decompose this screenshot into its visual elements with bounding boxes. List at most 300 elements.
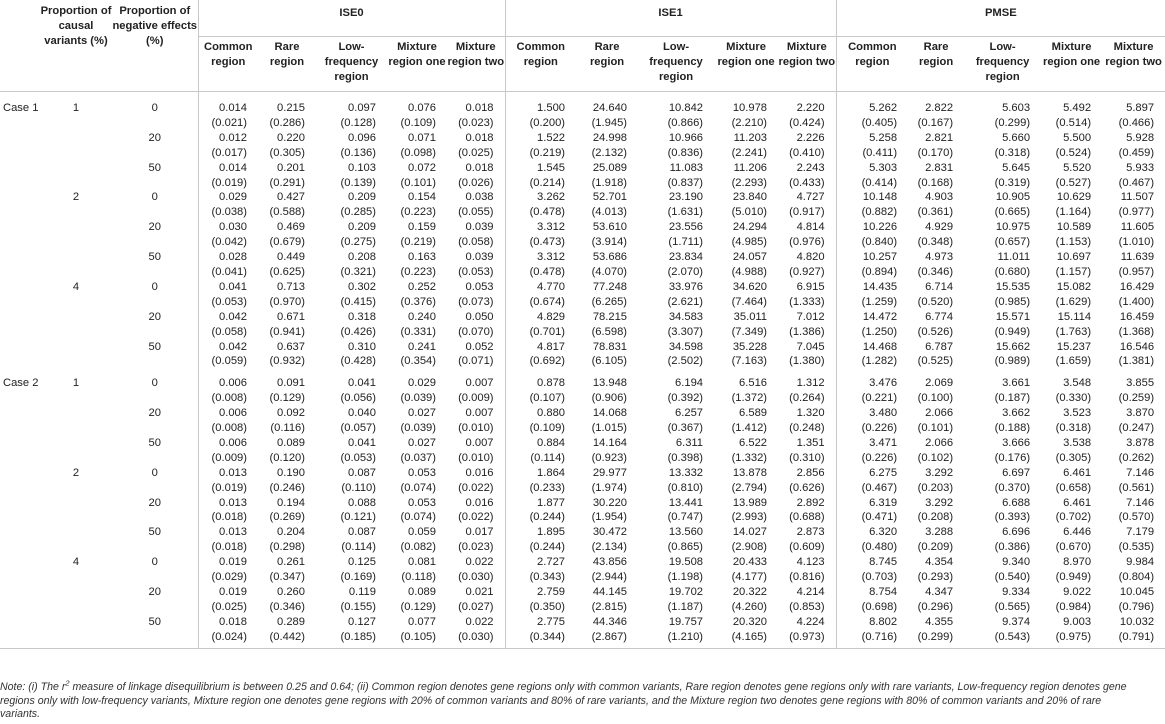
value-cell: 77.248 <box>592 280 628 293</box>
value-cell: 14.468 <box>836 340 908 355</box>
value-cell: 14.472 <box>836 310 908 325</box>
negative-proportion: 0 <box>151 556 158 569</box>
sd-cell: (0.105) <box>400 630 436 643</box>
value-cell: 16.546 <box>1119 340 1155 353</box>
sd-cell: (0.658) <box>1055 481 1092 494</box>
sd-cell: (1.763) <box>1055 325 1092 338</box>
value-cell: 3.292 <box>925 496 954 509</box>
sd-cell: (1.332) <box>731 451 768 464</box>
sd-cell: (0.155) <box>340 600 376 613</box>
value-cell: 10.905 <box>995 191 1031 204</box>
value-cell: 0.204 <box>277 526 305 539</box>
sd-cell: (0.219) <box>400 236 436 249</box>
value-cell: 4.354 <box>925 556 954 569</box>
sd-cell: (0.321) <box>340 265 376 278</box>
case-label: Case 1 <box>3 102 39 114</box>
value-cell: 34.598 <box>668 340 704 353</box>
value-cell: 0.052 <box>465 340 494 353</box>
value-cell: 4.973 <box>925 251 954 264</box>
value-cell: 0.018 <box>465 131 494 144</box>
negative-proportion: 0 <box>151 280 158 293</box>
sd-cell: (0.836) <box>667 146 704 159</box>
sd-cell: (0.244) <box>505 510 576 525</box>
value-cell: 10.975 <box>995 221 1031 234</box>
table-row <box>0 220 1165 235</box>
header-negative-effects: Proportion of negative effects (%) <box>112 5 198 47</box>
value-cell: 3.292 <box>925 466 954 479</box>
sd-cell: (0.318) <box>1055 422 1092 435</box>
sd-cell: (0.039) <box>400 392 436 405</box>
value-cell: 3.523 <box>1063 407 1092 420</box>
value-cell: 4.820 <box>796 251 825 264</box>
sd-cell: (0.053) <box>340 451 376 464</box>
sd-cell: (0.121) <box>340 511 376 524</box>
value-cell: 1.351 <box>796 436 825 449</box>
sd-cell: (2.293) <box>731 176 768 189</box>
sd-cell: (0.176) <box>994 451 1031 464</box>
sd-cell: (0.129) <box>269 392 305 405</box>
value-cell: 20.320 <box>732 615 768 628</box>
value-cell: 0.671 <box>277 310 305 323</box>
sd-cell: (0.588) <box>269 206 305 219</box>
sd-cell: (0.019) <box>198 176 258 191</box>
value-cell: 0.042 <box>198 340 258 355</box>
value-cell: 6.516 <box>739 377 768 390</box>
sd-cell: (0.305) <box>1055 451 1092 464</box>
value-cell: 0.163 <box>408 251 436 264</box>
sd-cell: (0.882) <box>836 205 908 220</box>
sd-cell: (0.514) <box>1055 116 1092 129</box>
value-cell: 0.029 <box>198 190 258 205</box>
value-cell: 7.179 <box>1126 526 1155 539</box>
sd-cell: (0.022) <box>458 481 494 494</box>
value-cell: 0.318 <box>348 310 376 323</box>
negative-proportion: 50 <box>148 340 161 353</box>
sd-cell: (0.037) <box>400 451 436 464</box>
value-cell: 14.435 <box>836 280 908 295</box>
sd-cell: (0.071) <box>458 355 494 368</box>
sd-cell: (0.609) <box>789 541 825 554</box>
table-row <box>0 101 1165 116</box>
sd-cell: (0.702) <box>1055 511 1092 524</box>
sd-cell: (0.247) <box>1118 422 1155 435</box>
sd-cell: (1.412) <box>731 422 768 435</box>
value-cell: 3.548 <box>1063 377 1092 390</box>
sd-cell: (0.565) <box>994 600 1031 613</box>
sd-cell: (1.259) <box>836 295 908 310</box>
value-cell: 0.089 <box>408 586 436 598</box>
value-cell: 0.878 <box>505 376 576 391</box>
sd-cell: (0.139) <box>340 176 376 189</box>
negative-proportion: 50 <box>148 436 161 449</box>
sd-cell: (0.459) <box>1118 146 1155 159</box>
value-cell: 0.469 <box>277 221 305 234</box>
sd-cell: (0.170) <box>917 146 954 159</box>
value-cell: 15.535 <box>995 280 1031 293</box>
value-cell: 0.040 <box>348 407 376 420</box>
sd-cell: (0.865) <box>667 541 704 554</box>
value-cell: 6.915 <box>796 280 825 293</box>
value-cell: 15.662 <box>995 340 1031 353</box>
sd-cell: (0.024) <box>198 630 258 645</box>
value-cell: 0.041 <box>198 280 258 295</box>
sd-cell: (7.163) <box>731 355 768 368</box>
subheader-0-2: Low-frequency region <box>324 41 379 83</box>
sd-cell: (0.692) <box>505 354 576 369</box>
value-cell: 10.032 <box>1119 615 1155 628</box>
sd-cell: (0.480) <box>836 540 908 555</box>
sd-cell: (0.200) <box>505 116 576 131</box>
value-cell: 0.637 <box>277 340 305 353</box>
causal-proportion: 4 <box>72 556 80 569</box>
value-cell: 4.123 <box>796 556 825 569</box>
sd-cell: (0.466) <box>1118 116 1155 129</box>
table-row <box>0 161 1165 176</box>
header-group-ise1: ISE1 <box>505 0 836 37</box>
sd-cell: (2.241) <box>731 146 768 159</box>
value-cell: 0.039 <box>465 251 494 264</box>
value-cell: 1.500 <box>505 101 576 116</box>
sd-cell: (0.949) <box>1055 571 1092 584</box>
sd-cell: (0.747) <box>667 511 704 524</box>
table-row <box>0 376 1165 391</box>
sd-cell: (0.975) <box>1055 630 1092 643</box>
value-cell: 0.096 <box>348 131 376 144</box>
subheader-1-4: Mixture region two <box>778 41 836 68</box>
value-cell: 5.262 <box>836 101 908 116</box>
value-cell: 8.970 <box>1063 556 1092 569</box>
sd-cell: (0.426) <box>340 325 376 338</box>
value-cell: 9.374 <box>1002 615 1031 628</box>
sd-cell: (3.307) <box>667 325 704 338</box>
sd-cell: (0.114) <box>505 451 576 466</box>
sd-cell: (0.226) <box>836 421 908 436</box>
value-cell: 53.686 <box>592 251 628 264</box>
value-cell: 9.022 <box>1063 586 1092 598</box>
value-cell: 8.802 <box>836 615 908 630</box>
table-row <box>0 436 1165 451</box>
value-cell: 6.446 <box>1063 526 1092 539</box>
value-cell: 78.215 <box>592 310 628 323</box>
table-row <box>0 496 1165 511</box>
sd-cell: (1.711) <box>668 236 704 249</box>
value-cell: 0.215 <box>277 102 305 114</box>
value-cell: 4.903 <box>925 191 954 204</box>
sd-cell: (0.428) <box>340 355 376 368</box>
value-cell: 10.842 <box>668 102 704 114</box>
sd-cell: (0.053) <box>458 265 494 278</box>
sd-cell: (0.680) <box>994 265 1031 278</box>
value-cell: 0.252 <box>408 280 436 293</box>
value-cell: 1.312 <box>796 377 825 390</box>
sd-cell: (2.210) <box>731 116 768 129</box>
value-cell: 33.976 <box>668 280 704 293</box>
value-cell: 0.021 <box>465 586 494 598</box>
value-cell: 5.492 <box>1063 102 1092 114</box>
value-cell: 4.929 <box>925 221 954 234</box>
value-cell: 0.019 <box>198 585 258 600</box>
value-cell: 9.334 <box>1002 586 1031 598</box>
sd-cell: (0.804) <box>1118 571 1155 584</box>
value-cell: 0.427 <box>277 191 305 204</box>
sd-cell: (0.129) <box>400 600 436 613</box>
value-cell: 35.011 <box>733 310 768 323</box>
value-cell: 0.018 <box>465 161 494 174</box>
value-cell: 3.855 <box>1126 377 1155 390</box>
value-cell: 0.310 <box>348 340 376 353</box>
value-cell: 0.713 <box>277 280 305 293</box>
subheader-2-2: Low-frequency region <box>975 41 1030 83</box>
value-cell: 0.240 <box>408 310 436 323</box>
sd-cell: (0.398) <box>667 451 704 464</box>
sd-cell: (1.381) <box>1118 355 1155 368</box>
value-cell: 3.538 <box>1063 436 1092 449</box>
value-cell: 3.476 <box>836 376 908 391</box>
sd-cell: (1.333) <box>789 295 825 308</box>
table-row <box>0 250 1165 265</box>
value-cell: 0.092 <box>277 407 305 420</box>
value-cell: 10.045 <box>1119 586 1155 598</box>
value-cell: 0.041 <box>348 436 376 449</box>
value-cell: 4.770 <box>505 280 576 295</box>
negative-proportion: 20 <box>148 407 161 420</box>
sd-cell: (0.264) <box>789 392 825 405</box>
sd-cell: (0.411) <box>836 146 908 161</box>
sd-cell: (0.128) <box>340 116 376 129</box>
value-cell: 20.433 <box>732 556 768 569</box>
value-cell: 24.640 <box>592 102 628 114</box>
value-cell: 0.006 <box>198 376 258 391</box>
sd-cell: (0.188) <box>994 422 1031 435</box>
value-cell: 4.224 <box>796 615 825 628</box>
sd-cell: (0.688) <box>789 511 825 524</box>
header-causal-variants: Proportion of causal variants (%) <box>40 5 112 47</box>
sd-cell: (6.598) <box>591 325 628 338</box>
value-cell: 11.011 <box>997 251 1031 264</box>
footnote-superscript: 2 <box>65 678 70 688</box>
sd-cell: (0.543) <box>994 630 1031 643</box>
sd-cell: (0.343) <box>505 570 576 585</box>
sd-cell: (0.023) <box>458 116 494 129</box>
table-footnote <box>0 678 1141 722</box>
sd-cell: (0.674) <box>505 295 576 310</box>
sd-cell: (0.350) <box>505 600 576 615</box>
value-cell: 19.757 <box>668 615 704 628</box>
subheader-2-1: Rare region <box>918 41 954 68</box>
value-cell: 10.589 <box>1056 221 1092 234</box>
sd-cell: (6.265) <box>591 295 628 308</box>
value-cell: 0.042 <box>198 310 258 325</box>
sd-cell: (2.944) <box>591 571 628 584</box>
value-cell: 6.275 <box>836 466 908 481</box>
value-cell: 15.237 <box>1056 340 1092 353</box>
value-cell: 0.076 <box>408 102 436 114</box>
sd-cell: (0.058) <box>198 325 258 340</box>
sd-cell: (0.796) <box>1118 600 1155 613</box>
value-cell: 6.774 <box>925 310 954 323</box>
value-cell: 10.697 <box>1056 251 1092 264</box>
value-cell: 0.077 <box>408 615 436 628</box>
value-cell: 2.727 <box>505 555 576 570</box>
sd-cell: (0.318) <box>994 146 1031 159</box>
value-cell: 0.018 <box>198 615 258 630</box>
sd-cell: (4.013) <box>591 206 628 219</box>
sd-cell: (0.074) <box>400 481 436 494</box>
sd-cell: (0.101) <box>917 422 954 435</box>
value-cell: 0.007 <box>465 436 494 449</box>
sd-cell: (0.107) <box>505 391 576 406</box>
sd-cell: (0.473) <box>505 235 576 250</box>
value-cell: 0.041 <box>348 377 376 390</box>
value-cell: 6.787 <box>925 340 954 353</box>
sd-cell: (0.305) <box>269 146 305 159</box>
value-cell: 0.022 <box>465 615 494 628</box>
value-cell: 6.257 <box>675 407 704 420</box>
table-row <box>0 310 1165 325</box>
sd-cell: (0.009) <box>198 451 258 466</box>
negative-proportion: 50 <box>148 615 161 628</box>
sd-cell: (0.405) <box>836 116 908 131</box>
sd-cell: (0.275) <box>340 236 376 249</box>
sd-cell: (0.168) <box>917 176 954 189</box>
value-cell: 10.148 <box>836 190 908 205</box>
sd-cell: (0.520) <box>917 295 954 308</box>
value-cell: 2.066 <box>925 436 954 449</box>
sd-cell: (0.837) <box>667 176 704 189</box>
causal-proportion: 1 <box>72 377 80 390</box>
value-cell: 0.014 <box>198 161 258 176</box>
sd-cell: (0.354) <box>400 355 436 368</box>
sd-cell: (0.286) <box>269 116 305 129</box>
sd-cell: (0.331) <box>400 325 436 338</box>
value-cell: 5.520 <box>1063 161 1092 174</box>
value-cell: 5.603 <box>1002 102 1031 114</box>
sd-cell: (2.502) <box>667 355 704 368</box>
negative-proportion: 0 <box>151 191 158 204</box>
table-row <box>0 340 1165 355</box>
value-cell: 34.583 <box>668 310 704 323</box>
value-cell: 0.017 <box>465 526 494 539</box>
value-cell: 3.870 <box>1126 407 1155 420</box>
value-cell: 6.696 <box>1002 526 1031 539</box>
sd-cell: (0.209) <box>917 541 954 554</box>
value-cell: 9.340 <box>1002 556 1031 569</box>
sd-cell: (0.070) <box>458 325 494 338</box>
value-cell: 0.097 <box>348 102 376 114</box>
value-cell: 2.243 <box>796 161 825 174</box>
sd-cell: (0.246) <box>269 481 305 494</box>
value-cell: 1.864 <box>505 466 576 481</box>
sd-cell: (2.621) <box>667 295 704 308</box>
value-cell: 30.220 <box>592 496 628 509</box>
value-cell: 3.288 <box>925 526 954 539</box>
table-row <box>0 280 1165 295</box>
sd-cell: (0.526) <box>917 325 954 338</box>
sd-cell: (2.993) <box>731 511 768 524</box>
sd-cell: (0.269) <box>269 511 305 524</box>
value-cell: 0.050 <box>465 310 494 323</box>
sd-cell: (0.535) <box>1118 541 1155 554</box>
sd-cell: (0.442) <box>269 630 305 643</box>
subheader-2-3: Mixture region one <box>1042 41 1101 68</box>
value-cell: 19.508 <box>668 556 704 569</box>
sd-cell: (0.392) <box>667 392 704 405</box>
value-cell: 11.605 <box>1120 221 1155 234</box>
sd-cell: (0.010) <box>458 422 494 435</box>
value-cell: 0.013 <box>198 525 258 540</box>
sd-cell: (0.346) <box>269 600 305 613</box>
sd-cell: (0.424) <box>789 116 825 129</box>
value-cell: 0.027 <box>408 436 436 449</box>
sd-cell: (0.019) <box>198 481 258 496</box>
sd-cell: (2.794) <box>731 481 768 494</box>
sd-cell: (4.988) <box>731 265 768 278</box>
negative-proportion: 20 <box>148 131 161 144</box>
value-cell: 7.146 <box>1126 496 1155 509</box>
value-cell: 0.053 <box>465 280 494 293</box>
value-cell: 0.007 <box>465 377 494 390</box>
sd-cell: (0.221) <box>836 391 908 406</box>
sd-cell: (2.867) <box>591 630 628 643</box>
sd-cell: (0.348) <box>917 236 954 249</box>
value-cell: 0.012 <box>198 131 258 146</box>
sd-cell: (0.866) <box>667 116 704 129</box>
value-cell: 6.320 <box>836 525 908 540</box>
sd-cell: (0.025) <box>458 146 494 159</box>
value-cell: 0.006 <box>198 436 258 451</box>
sd-cell: (0.478) <box>505 265 576 280</box>
sd-cell: (0.116) <box>270 422 305 435</box>
sd-cell: (0.018) <box>198 540 258 555</box>
value-cell: 0.016 <box>465 466 494 479</box>
value-cell: 6.688 <box>1002 496 1031 509</box>
value-cell: 6.461 <box>1063 466 1092 479</box>
value-cell: 3.262 <box>505 190 576 205</box>
value-cell: 14.027 <box>732 526 768 539</box>
negative-proportion: 50 <box>148 526 161 539</box>
value-cell: 0.103 <box>348 161 376 174</box>
sd-cell: (1.282) <box>836 354 908 369</box>
value-cell: 5.933 <box>1126 161 1155 174</box>
sd-cell: (6.105) <box>591 355 628 368</box>
sd-cell: (0.370) <box>994 481 1031 494</box>
table-row <box>0 406 1165 421</box>
value-cell: 5.645 <box>1002 161 1031 174</box>
value-cell: 0.260 <box>277 586 305 598</box>
sd-cell: (0.989) <box>994 355 1031 368</box>
value-cell: 52.701 <box>592 191 628 204</box>
sd-cell: (1.010) <box>1118 236 1155 249</box>
sd-cell: (0.101) <box>400 176 436 189</box>
sd-cell: (0.976) <box>789 236 825 249</box>
sd-cell: (0.109) <box>505 421 576 436</box>
sd-cell: (1.945) <box>591 116 628 129</box>
sd-cell: (0.009) <box>458 392 494 405</box>
sd-cell: (0.100) <box>917 392 954 405</box>
sd-cell: (0.208) <box>917 511 954 524</box>
value-cell: 6.194 <box>675 377 704 390</box>
value-cell: 6.319 <box>836 496 908 511</box>
sd-cell: (0.053) <box>198 295 258 310</box>
subheader-2-0: Common region <box>836 37 908 92</box>
sd-cell: (0.114) <box>341 541 376 554</box>
value-cell: 2.226 <box>796 131 825 144</box>
value-cell: 0.884 <box>505 436 576 451</box>
value-cell: 2.775 <box>505 615 576 630</box>
sd-cell: (0.059) <box>198 354 258 369</box>
footnote-text-rest: measure of linkage disequilibrium is between 0.25 and 0.64; (ii) Common region denotes gene regions only with common variants, Rare region denotes gene regions only with rare variants, Low-frequency region denotes gene regions only with low-frequency variants, Mixture region one denotes gene regions with 20% of common variants and 80% of rare variants, and the Mixture region two denotes gene regions with 80% of common variants and 20% of rare variants. <box>0 681 1127 720</box>
sd-cell: (1.198) <box>667 571 704 584</box>
